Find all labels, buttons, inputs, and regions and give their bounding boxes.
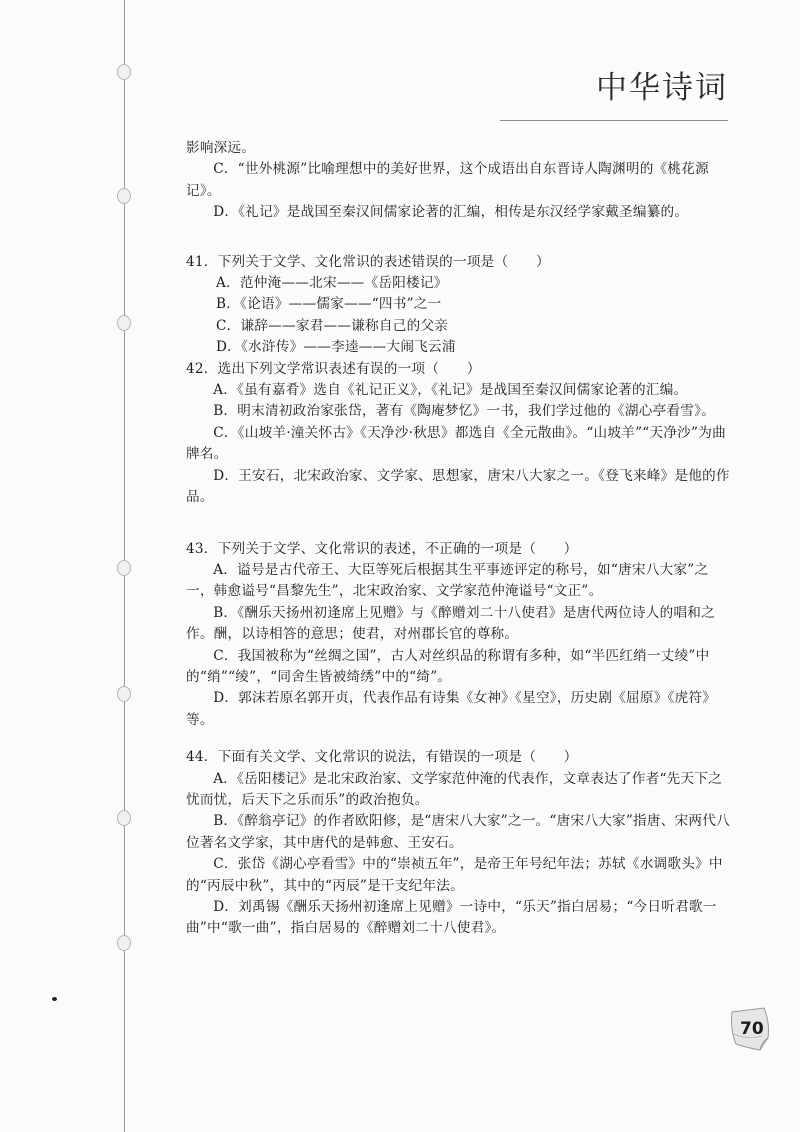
- binder-hole: [117, 686, 131, 702]
- scan-speck: [52, 997, 57, 1001]
- intro-option-c: C．“世外桃源”比喻理想中的美好世界，这个成语出自东晋诗人陶渊明的《桃花源记》。: [186, 161, 709, 199]
- page-header-title: 中华诗词: [596, 70, 728, 106]
- header-rule: [500, 120, 728, 121]
- q42-option-a: A．《虽有嘉肴》选自《礼记正义》，《礼记》是战国至秦汉间儒家论著的汇编。: [213, 382, 688, 399]
- binder-hole: [117, 810, 131, 826]
- binder-hole: [117, 560, 131, 576]
- q42-option-c: C．《山坡羊·潼关怀古》《天净沙·秋思》都选自《全元散曲》。“山坡羊”“天净沙”为曲牌名。: [186, 424, 726, 463]
- q41-option-b: B．《论语》——儒家——“四书”之一: [216, 296, 442, 313]
- binder-hole: [117, 315, 131, 331]
- q41-option-a: A．范仲淹——北宋——《岳阳楼记》: [216, 275, 448, 292]
- page-content: [186, 138, 734, 940]
- q41-option-d: D．《水浒传》——李逵——大闹飞云浦: [216, 339, 456, 356]
- q43-option-b: B．《酬乐天扬州初逢席上见赠》与《醉赠刘二十八使君》是唐代两位诗人的唱和之作。酬，以诗相答的意思；使君，对州郡长官的尊称。: [186, 604, 715, 643]
- page-number: 70: [740, 1019, 764, 1039]
- binder-hole: [117, 64, 131, 80]
- q43-option-d: D．郭沫若原名郭开贞，代表作品有诗集《女神》《星空》，历史剧《屈原》《虎符》等。: [186, 690, 717, 728]
- q44-option-a: A．《岳阳楼记》是北宋政治家、文学家范仲淹的代表作，文章表达了作者“先天下之忧而忧，后天下之乐而乐”的政治抱负。: [186, 770, 723, 808]
- q42-stem: 42．选出下列文学常识表述有误的一项（ ）: [186, 360, 481, 377]
- binder-hole: [117, 188, 131, 204]
- q41-stem: 41．下列关于文学、文化常识的表述错误的一项是（ ）: [186, 253, 550, 270]
- intro-option-d: D．《礼记》是战国至秦汉间儒家论著的汇编，相传是东汉经学家戴圣编纂的。: [213, 204, 689, 221]
- q42-option-d: D．王安石，北宋政治家、文学家、思想家，唐宋八大家之一。《登飞来峰》是他的作品。: [186, 467, 730, 506]
- q44-option-d: D．刘禹锡《酬乐天扬州初逢席上见赠》一诗中，“乐天”指白居易；“今日听君歌一曲”中“歌一曲”，指白居易的《醉赠刘二十八使君》。: [186, 899, 717, 937]
- q42-option-b: B．明末清初政治家张岱，著有《陶庵梦忆》一书，我们学过他的《湖心亭看雪》。: [213, 403, 715, 420]
- page-number-badge: [728, 1004, 772, 1054]
- q43-stem: 43．下列关于文学、文化常识的表述，不正确的一项是（ ）: [186, 540, 578, 557]
- binder-hole: [117, 935, 131, 951]
- q43-option-c: C．我国被称为“丝绸之国”，古人对丝织品的称谓有多种，如“半匹红绡一丈绫”中的“绡”“绫”，“同舍生皆被绮绣”中的“绮”。: [186, 647, 710, 685]
- intro-line: 影响深远。: [186, 140, 256, 156]
- q41-option-c: C．谦辞——家君——谦称自己的父亲: [216, 317, 449, 334]
- q44-stem: 44．下面有关文学、文化常识的说法，有错误的一项是（ ）: [186, 749, 578, 766]
- q43-option-a: A．谥号是古代帝王、大臣等死后根据其生平事迹评定的称号，如“唐宋八大家”之一，韩愈谥号“昌黎先生”，北宋政治家、文学家范仲淹谥号“文正”。: [186, 561, 709, 600]
- q44-option-c: C．张岱《湖心亭看雪》中的“崇祯五年”，是帝王年号纪年法；苏轼《水调歌头》中的“丙辰中秋”，其中的“丙辰”是干支纪年法。: [186, 856, 723, 894]
- q44-option-b: B．《醉翁亭记》的作者欧阳修，是“唐宋八大家”之一。“唐宋八大家”指唐、宋两代八位著名文学家，其中唐代的是韩愈、王安石。: [186, 813, 730, 851]
